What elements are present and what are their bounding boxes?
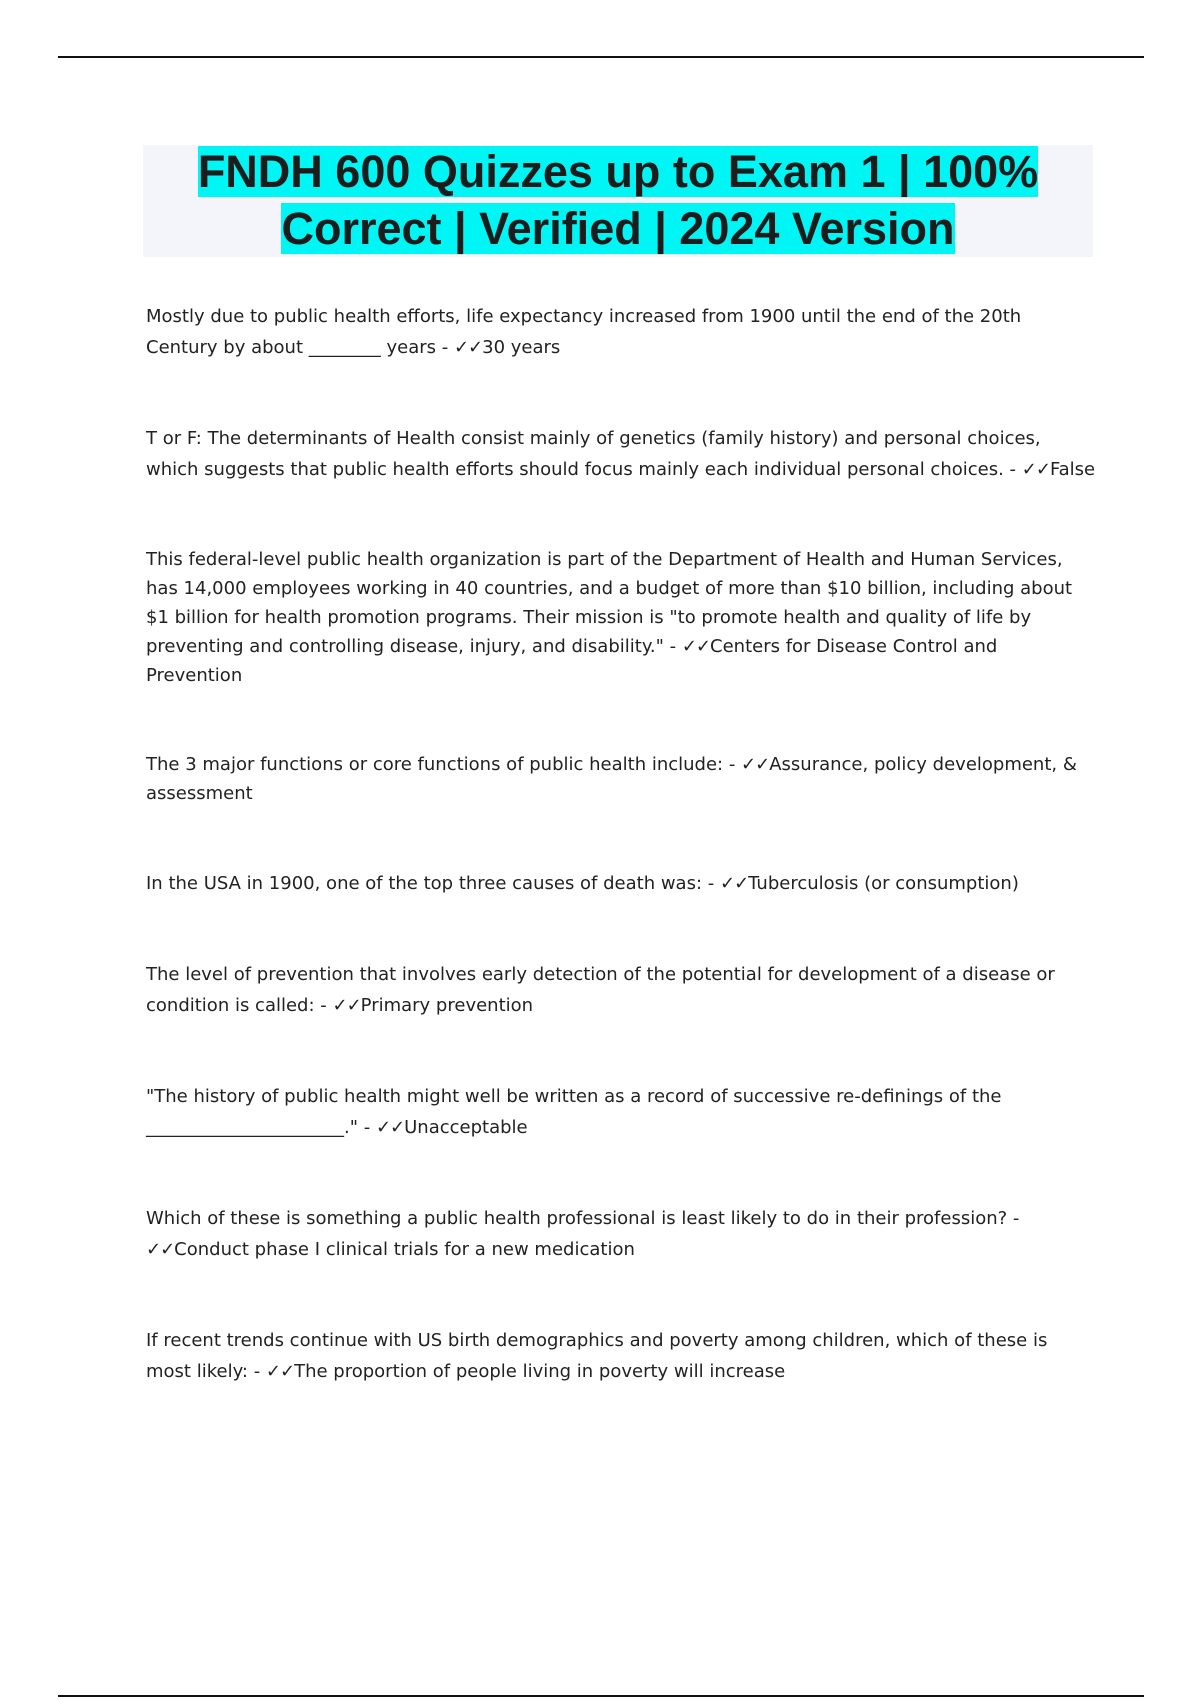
answer-text: Assurance, policy development, & assessment [146,754,1077,804]
question-text: This federal-level public health organization is part of the Department of Health and Human Services, has 14,000 employees working in 40 countries, and a budget of more than $10 billion, including about $1 billion for health promotion programs. Their mission is "to promote health and quality of life by preventing and controlling disease, injury, and disability." - [146,549,1073,657]
question-text: The level of prevention that involves early detection of the potential for development of a disease or condition is called: - [146,964,1055,1016]
qa-item [146,301,1096,363]
answer-text: 30 years [482,337,561,358]
question-text: Which of these is something a public health professional is least likely to do in their profession? - [146,1208,1020,1229]
title-line-2: Correct | Verified | 2024 Version [281,203,955,254]
check-icon: ✓✓ [265,1361,295,1382]
qa-item [146,545,1096,690]
answer-text: Unacceptable [404,1117,528,1138]
answer-text: False [1049,459,1096,480]
qa-item [146,423,1096,485]
document-title [143,143,1093,257]
question-text: T or F: The determinants of Health consist mainly of genetics (family history) and personal choices, which suggests that public health efforts should focus mainly each individual personal choices. - [146,428,1041,480]
qa-item [146,1325,1096,1387]
check-icon: ✓✓ [332,995,361,1016]
qa-item [146,750,1096,808]
question-text: Mostly due to public health efforts, life expectancy increased from 1900 until the end of the 20th Century by about ________ years - [146,306,1022,358]
answer-text: Conduct phase I clinical trials for a new medication [174,1239,635,1260]
check-icon: ✓✓ [146,1239,175,1260]
answer-text: The proportion of people living in poverty will increase [294,1361,786,1382]
question-text: If recent trends continue with US birth demographics and poverty among children, which of these is most likely: - [146,1330,1048,1382]
check-icon: ✓✓ [375,1117,405,1138]
qa-list [146,301,1096,1447]
answer-text: Centers for Disease Control and Prevention [146,636,998,686]
question-text: In the USA in 1900, one of the top three causes of death was: - [146,873,720,894]
qa-item [146,868,1096,899]
qa-item [146,959,1096,1021]
check-icon: ✓✓ [741,754,770,775]
qa-item [146,1203,1096,1265]
check-icon: ✓✓ [453,337,483,358]
bottom-rule [58,1695,1144,1697]
title-line-1: FNDH 600 Quizzes up to Exam 1 | 100% [197,146,1039,197]
question-text: "The history of public health might well be written as a record of successive re-definings of the ______________________." - [146,1086,1002,1138]
answer-text: Primary prevention [360,995,534,1016]
answer-text: Tuberculosis (or consumption) [748,873,1019,894]
question-text: The 3 major functions or core functions of public health include: - [146,754,742,775]
check-icon: ✓✓ [719,873,749,894]
check-icon: ✓✓ [681,636,711,657]
check-icon: ✓✓ [1021,459,1050,480]
top-rule [58,56,1144,58]
qa-item [146,1081,1096,1143]
